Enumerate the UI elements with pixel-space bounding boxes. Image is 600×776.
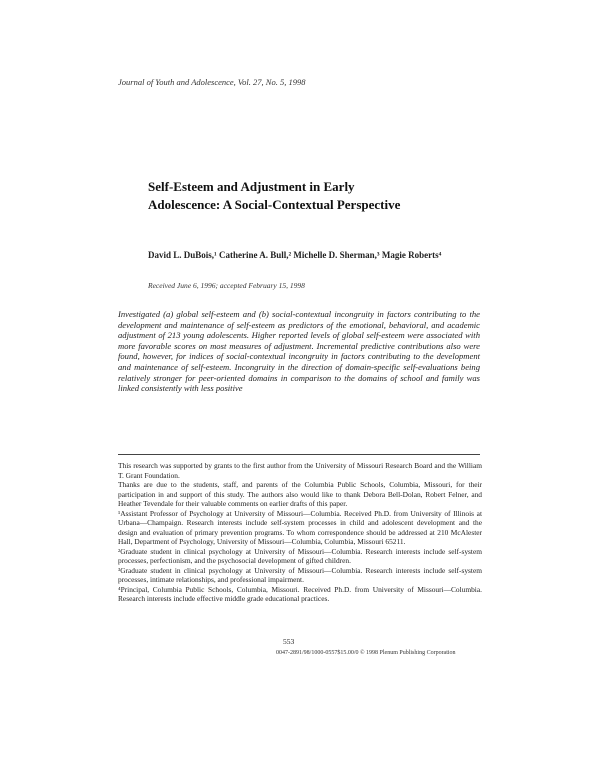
title-line-1: Self-Esteem and Adjustment in Early [148, 179, 355, 194]
footnote-author-2: ²Graduate student in clinical psychology at University of Missouri—Columbia. Research interests include self-system processes, perfectionism, and the psychosocial development of gifted children. [118, 546, 482, 565]
copyright-line: 0047-2891/98/1000-0557$15.00/0 © 1998 Plenum Publishing Corporation [276, 650, 456, 656]
received-dates: Received June 6, 1996; accepted February 15, 1998 [148, 281, 305, 290]
footnote-funding: This research was supported by grants to the first author from the University of Missouri Research Board and the William T. Grant Foundation. [118, 461, 482, 480]
footnote-author-3: ³Graduate student in clinical psychology at University of Missouri—Columbia. Research interests include self-system processes, intimate relationships, and professional impairment. [118, 565, 482, 584]
abstract: Investigated (a) global self-esteem and (b) social-contextual incongruity in factors contributing to the development and maintenance of self-esteem as predictors of the emotional, behavioral, and academic adjustment of 213 young adolescents. Higher reported levels of global self-esteem were associated with more favorable scores on most measures of adjustment. Incremental predictive contributions also were found, however, for indices of social-contextual incongruity in factors contributing to the development and maintenance of self-esteem. Incongruity in the direction of domain-specific self-evaluations being relatively stronger for peer-oriented domains in comparison to the domains of school and family was linked consistently with less positive [118, 309, 480, 394]
page-number: 553 [283, 637, 295, 646]
footnotes [118, 461, 482, 604]
footnote-author-1: ¹Assistant Professor of Psychology at University of Missouri—Columbia. Received Ph.D. from University of Illinois at Urbana—Champaign. Research interests include self-system processes in child and adolescent development and the design and evaluation of primary prevention programs. To whom correspondence should be addressed at 210 McAlester Hall, Department of Psychology, University of Missouri—Columbia, Columbia, Missouri 65211. [118, 508, 482, 546]
title-line-2: Adolescence: A Social-Contextual Perspective [148, 197, 401, 212]
author-list: David L. DuBois,¹ Catherine A. Bull,² Michelle D. Sherman,³ Magie Roberts⁴ [148, 250, 442, 260]
footnote-acknowledgments: Thanks are due to the students, staff, and parents of the Columbia Public Schools, Columbia, Missouri, for their participation in and support of this study. The authors also would like to thank Debora Bell-Dolan, Robert Felner, and Heather Tevendale for their valuable comments on earlier drafts of this paper. [118, 480, 482, 508]
article-title [148, 178, 400, 214]
journal-header: Journal of Youth and Adolescence, Vol. 27, No. 5, 1998 [118, 77, 306, 87]
footnote-author-4: ⁴Principal, Columbia Public Schools, Columbia, Missouri. Received Ph.D. from University of Missouri—Columbia. Research interests include effective middle grade educational practices. [118, 584, 482, 603]
footnote-divider [118, 454, 480, 455]
